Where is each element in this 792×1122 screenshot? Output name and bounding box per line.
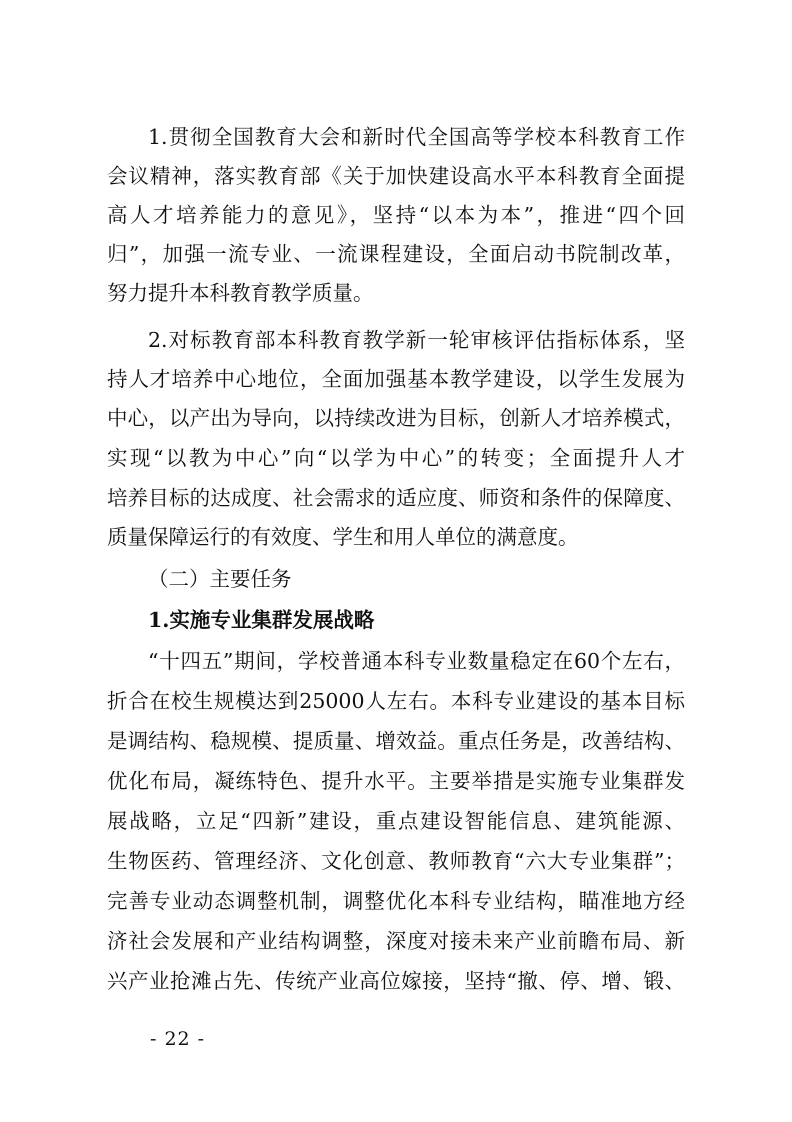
paragraph-3-line-3: 是调结构、稳规模、提质量、增效益。重点任务是，改善结构、 bbox=[107, 729, 685, 753]
paragraph-3-line-9: 兴产业抢滩占先、传统产业高位嫁接，坚持“撤、停、增、锻、 bbox=[107, 969, 685, 993]
section-heading: （二）主要任务 bbox=[148, 567, 292, 591]
paragraph-2-line-5: 培养目标的达成度、社会需求的适应度、师资和条件的保障度、 bbox=[107, 486, 685, 510]
paragraph-1-line-1: 1.贯彻全国教育大会和新时代全国高等学校本科教育工作 bbox=[148, 125, 685, 149]
paragraph-1-line-4: 归”，加强一流专业、一流课程建设，全面启动书院制改革， bbox=[107, 242, 685, 266]
subsection-heading: 1.实施专业集群发展战略 bbox=[148, 608, 375, 632]
paragraph-1-line-5: 努力提升本科教育教学质量。 bbox=[107, 281, 374, 305]
paragraph-2-line-1: 2.对标教育部本科教育教学新一轮审核评估指标体系，坚 bbox=[148, 328, 685, 352]
paragraph-1-line-2: 会议精神，落实教育部《关于加快建设高水平本科教育全面提 bbox=[107, 164, 685, 188]
paragraph-3-line-8: 济社会发展和产业结构调整，深度对接未来产业前瞻布局、新 bbox=[107, 929, 685, 953]
paragraph-3-line-5: 展战略，立足“四新”建设，重点建设智能信息、建筑能源、 bbox=[107, 809, 685, 833]
paragraph-2-line-4: 实现“以教为中心”向“以学为中心”的转变；全面提升人才 bbox=[107, 446, 685, 470]
paragraph-3-line-2: 折合在校生规模达到25000人左右。本科专业建设的基本目标 bbox=[107, 689, 685, 713]
paragraph-3-line-4: 优化布局，凝练特色、提升水平。主要举措是实施专业集群发 bbox=[107, 769, 685, 793]
paragraph-2-line-2: 持人才培养中心地位，全面加强基本教学建设，以学生发展为 bbox=[107, 367, 685, 391]
paragraph-2-line-3: 中心，以产出为导向，以持续改进为目标，创新人才培养模式， bbox=[107, 406, 685, 430]
page-number: - 22 - bbox=[150, 1028, 206, 1050]
paragraph-2-line-6: 质量保障运行的有效度、学生和用人单位的满意度。 bbox=[107, 525, 579, 549]
paragraph-1-line-3: 高人才培养能力的意见》，坚持“以本为本”，推进“四个回 bbox=[107, 203, 685, 227]
paragraph-3-line-6: 生物医药、管理经济、文化创意、教师教育“六大专业集群”； bbox=[107, 849, 685, 873]
paragraph-3-line-1: “十四五”期间，学校普通本科专业数量稳定在60个左右， bbox=[148, 649, 685, 673]
paragraph-3-line-7: 完善专业动态调整机制，调整优化本科专业结构，瞄准地方经 bbox=[107, 889, 685, 913]
